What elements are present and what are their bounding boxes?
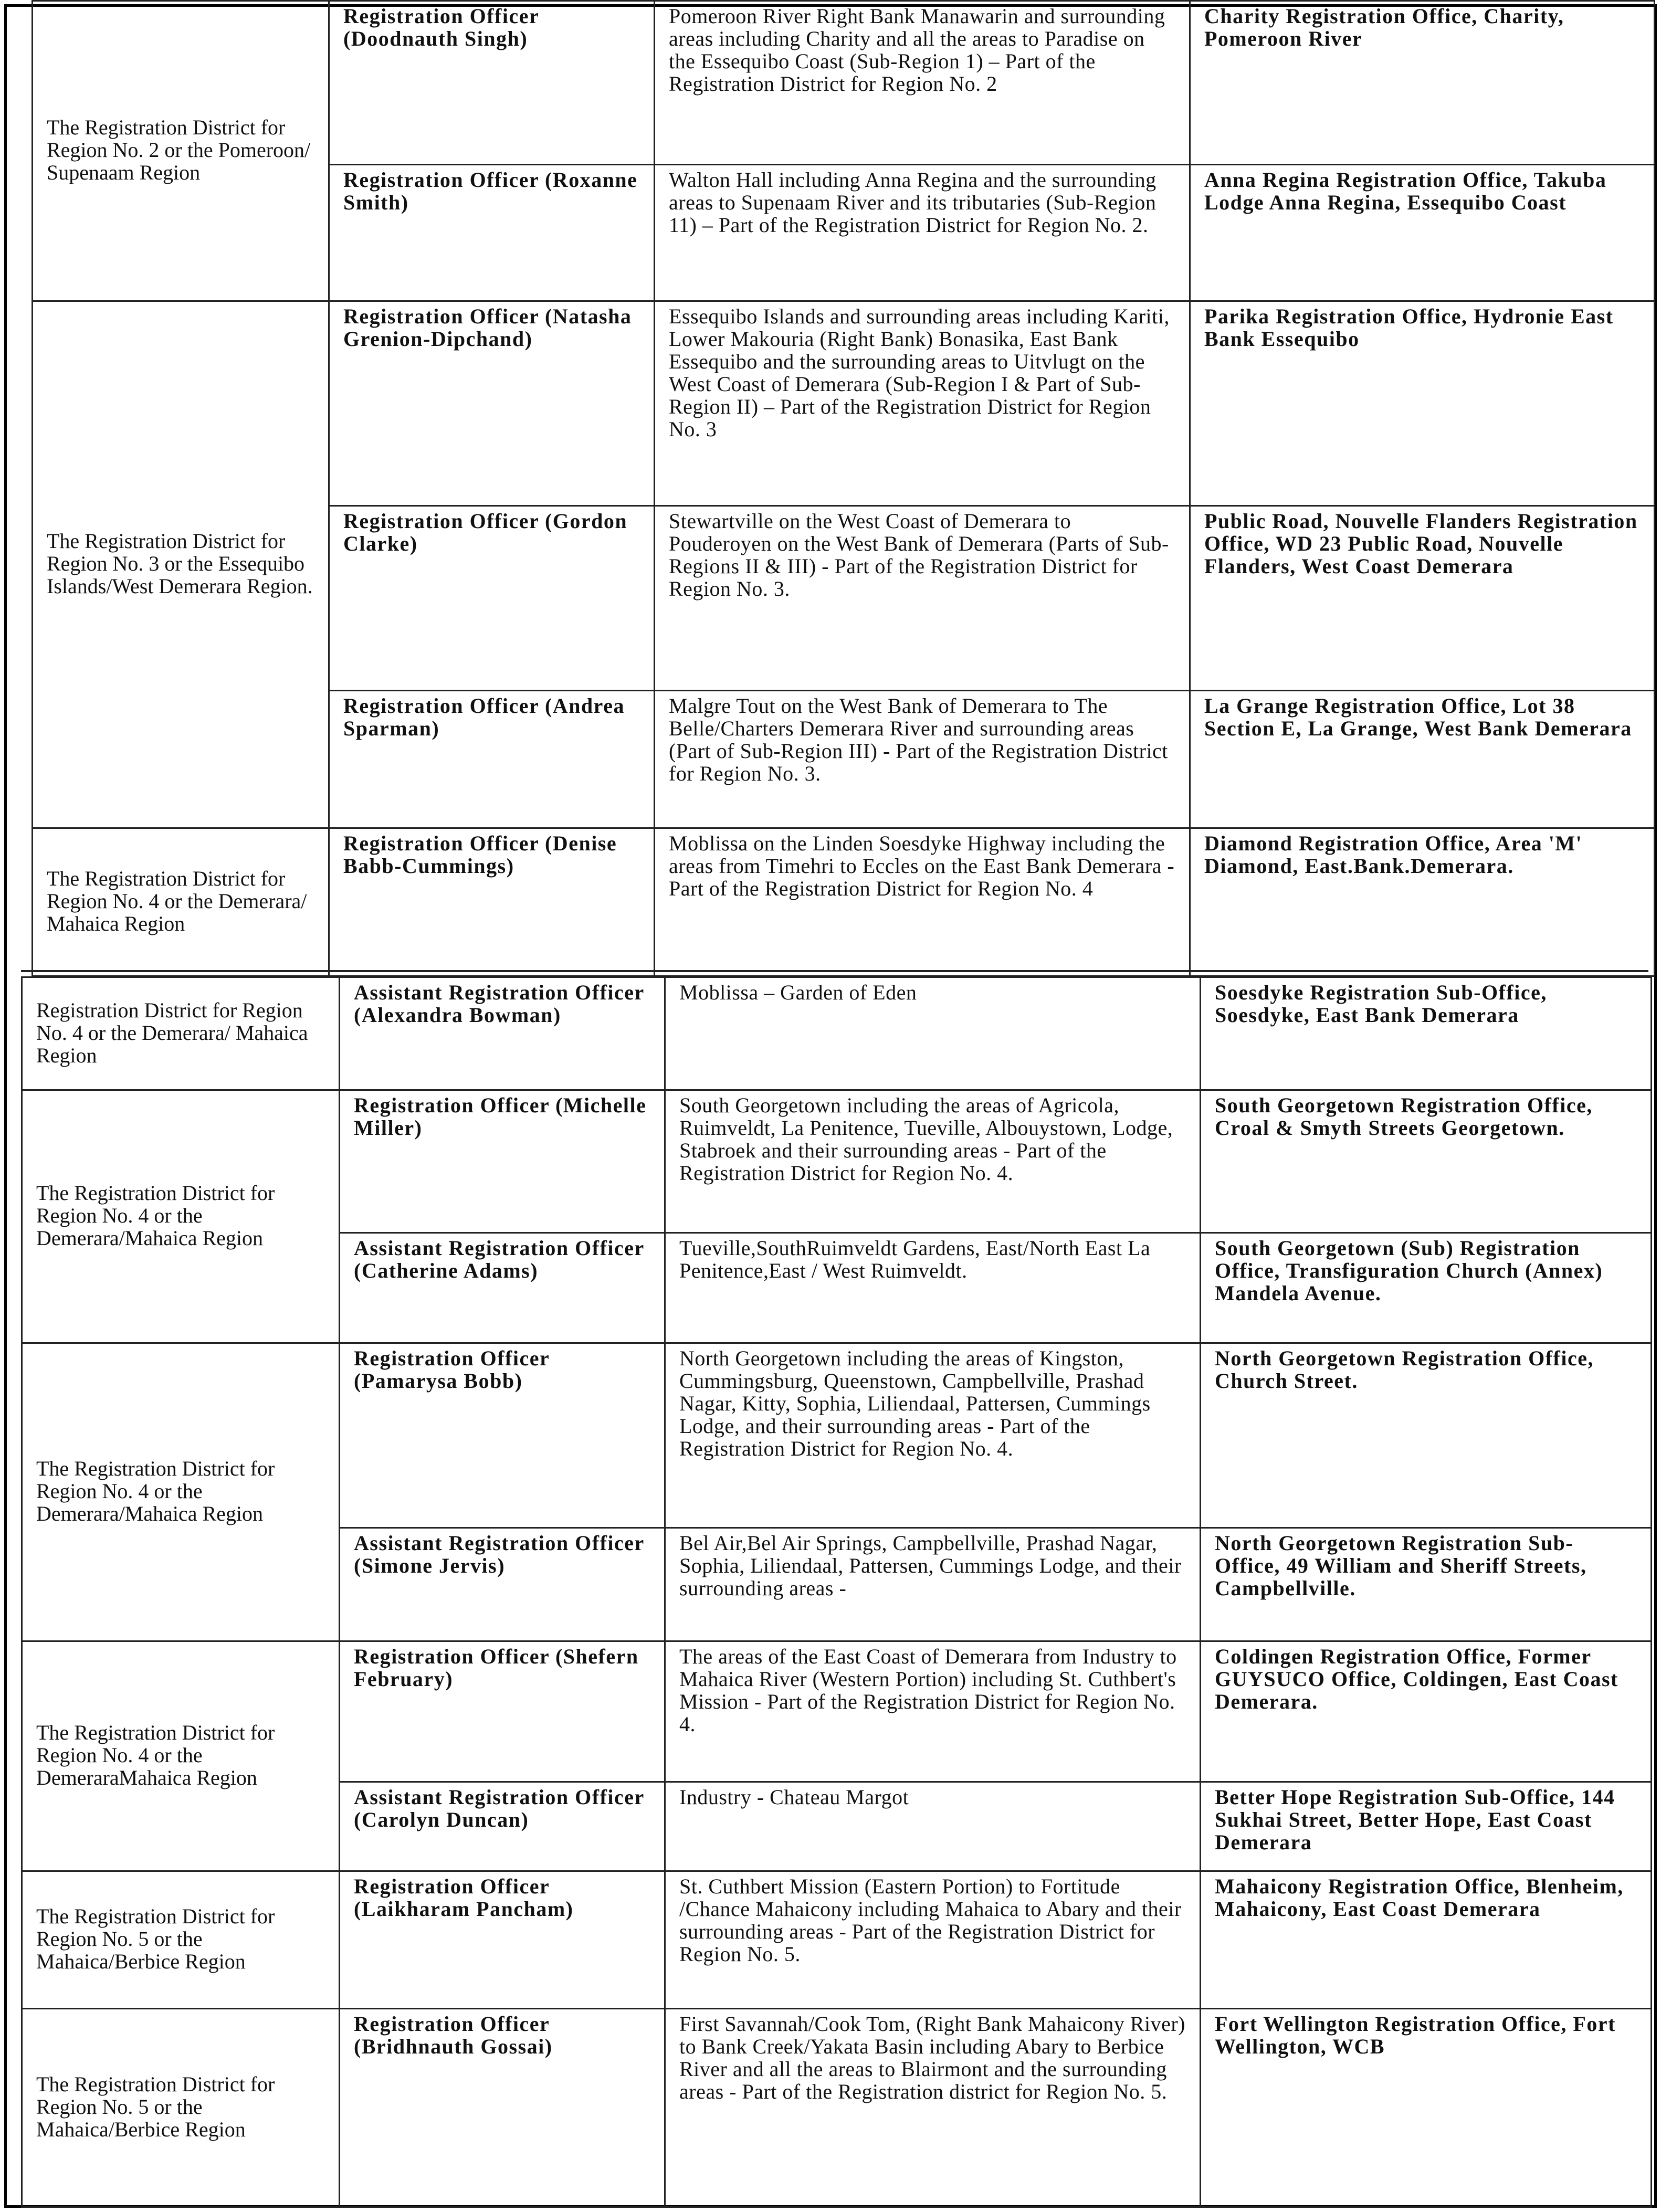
officer-cell: Registration Officer (Doodnauth Singh)	[329, 1, 655, 165]
officer-cell: Registration Officer (Andrea Sparman)	[329, 691, 655, 828]
office-cell: Anna Regina Registration Office, Takuba Lodge Anna Regina, Essequibo Coast	[1190, 165, 1655, 301]
table-row	[33, 1, 1655, 165]
district-cell: The Registration District for Region No. 3 or the Essequibo Islands/West Demerara Region.	[33, 301, 329, 828]
area-cell: First Savannah/Cook Tom, (Right Bank Mahaicony River) to Bank Creek/Yakata Basin including Abary to Berbice River and all the areas to Blairmont and the surrounding areas - Part of the Registration district for Region No. 5.	[665, 2009, 1201, 2207]
area-cell: Stewartville on the West Coast of Demerara to Pouderoyen on the West Bank of Demerara (Parts of Sub-Regions II & III) - Part of the Registration District for Region No. 3.	[655, 506, 1190, 691]
officer-cell: Registration Officer (Roxanne Smith)	[329, 165, 655, 301]
officer-cell: Assistant Registration Officer (Simone Jervis)	[340, 1528, 665, 1641]
office-cell: Soesdyke Registration Sub-Office, Soesdyke, East Bank Demerara	[1201, 977, 1652, 1090]
area-cell: St. Cuthbert Mission (Eastern Portion) to Fortitude /Chance Mahaicony including Mahaica to Abary and their surrounding areas - Part of the Registration District for Region No. 5.	[665, 1871, 1201, 2009]
officer-cell: Registration Officer (Michelle Miller)	[340, 1090, 665, 1233]
office-cell: South Georgetown (Sub) Registration Office, Transfiguration Church (Annex) Mandela Avenue.	[1201, 1233, 1652, 1343]
officer-cell: Assistant Registration Officer (Carolyn Duncan)	[340, 1782, 665, 1871]
office-cell: Public Road, Nouvelle Flanders Registration Office, WD 23 Public Road, Nouvelle Flanders, West Coast Demerara	[1190, 506, 1655, 691]
area-cell: The areas of the East Coast of Demerara from Industry to Mahaica River (Western Portion) including St. Cuthbert's Mission - Part of the Registration District for Region No. 4.	[665, 1641, 1201, 1782]
office-cell: La Grange Registration Office, Lot 38 Section E, La Grange, West Bank Demerara	[1190, 691, 1655, 828]
district-cell: The Registration District for Region No. 4 or the Demerara/Mahaica Region	[22, 1343, 340, 1641]
area-cell: South Georgetown including the areas of Agricola, Ruimveldt, La Penitence, Tueville, Albouystown, Lodge, Stabroek and their surrounding areas - Part of the Registration District for Region No. 4.	[665, 1090, 1201, 1233]
area-cell: North Georgetown including the areas of Kingston, Cummingsburg, Queenstown, Campbellville, Prashad Nagar, Kitty, Sophia, Liliendaal, Pattersen, Cummings Lodge, and their surrounding areas - Part of the Registration District for Region No. 4.	[665, 1343, 1201, 1528]
officer-cell: Assistant Registration Officer (Catherine Adams)	[340, 1233, 665, 1343]
table-separator	[21, 970, 1648, 972]
area-cell: Bel Air,Bel Air Springs, Campbellville, Prashad Nagar, Sophia, Liliendaal, Pattersen, Cummings Lodge, and their surrounding areas -	[665, 1528, 1201, 1641]
district-cell: The Registration District for Region No. 4 or the DemeraraMahaica Region	[22, 1641, 340, 1871]
table-row	[22, 1641, 1652, 1782]
officer-cell: Registration Officer (Bridhnauth Gossai)	[340, 2009, 665, 2207]
office-cell: Parika Registration Office, Hydronie East Bank Essequibo	[1190, 301, 1655, 506]
district-cell: The Registration District for Region No. 5 or the Mahaica/Berbice Region	[22, 1871, 340, 2009]
office-cell: Charity Registration Office, Charity, Pomeroon River	[1190, 1, 1655, 165]
table-row	[22, 1871, 1652, 2009]
table-row	[33, 301, 1655, 506]
officer-cell: Registration Officer (Gordon Clarke)	[329, 506, 655, 691]
district-cell: The Registration District for Region No. 4 or the Demerara/Mahaica Region	[22, 1090, 340, 1343]
table-row	[22, 977, 1652, 1090]
district-cell: The Registration District for Region No. 5 or the Mahaica/Berbice Region	[22, 2009, 340, 2207]
area-cell: Pomeroon River Right Bank Manawarin and surrounding areas including Charity and all the areas to Paradise on the Essequibo Coast (Sub-Region 1) – Part of the Registration District for Region No. 2	[655, 1, 1190, 165]
registration-table-bottom	[21, 976, 1652, 2208]
district-cell: The Registration District for Region No. 2 or the Pomeroon/ Supenaam Region	[33, 1, 329, 301]
office-cell: North Georgetown Registration Office, Church Street.	[1201, 1343, 1652, 1528]
table-row	[22, 1090, 1652, 1233]
office-cell: Coldingen Registration Office, Former GUYSUCO Office, Coldingen, East Coast Demerara.	[1201, 1641, 1652, 1782]
officer-cell: Assistant Registration Officer (Alexandra Bowman)	[340, 977, 665, 1090]
area-cell: Moblissa – Garden of Eden	[665, 977, 1201, 1090]
officer-cell: Registration Officer (Pamarysa Bobb)	[340, 1343, 665, 1528]
area-cell: Walton Hall including Anna Regina and the surrounding areas to Supenaam River and its tributaries (Sub-Region 11) – Part of the Registration District for Region No. 2.	[655, 165, 1190, 301]
officer-cell: Registration Officer (Denise Babb-Cummings)	[329, 828, 655, 976]
area-cell: Tueville,SouthRuimveldt Gardens, East/North East La Penitence,East / West Ruimveldt.	[665, 1233, 1201, 1343]
area-cell: Essequibo Islands and surrounding areas including Kariti, Lower Makouria (Right Bank) Bonasika, East Bank Essequibo and the surrounding areas to Uitvlugt on the West Coast of Demerara (Sub-Region I & Part of Sub-Region II) – Part of the Registration District for Region No. 3	[655, 301, 1190, 506]
officer-cell: Registration Officer (Natasha Grenion-Dipchand)	[329, 301, 655, 506]
table-row	[22, 1343, 1652, 1528]
office-cell: North Georgetown Registration Sub-Office, 49 William and Sheriff Streets, Campbellville.	[1201, 1528, 1652, 1641]
officer-cell: Registration Officer (Laikharam Pancham)	[340, 1871, 665, 2009]
table-bottom-body	[22, 977, 1652, 2207]
officer-cell: Registration Officer (Shefern February)	[340, 1641, 665, 1782]
office-cell: South Georgetown Registration Office, Croal & Smyth Streets Georgetown.	[1201, 1090, 1652, 1233]
area-cell: Malgre Tout on the West Bank of Demerara to The Belle/Charters Demerara River and surrounding areas (Part of Sub-Region III) - Part of the Registration District for Region No. 3.	[655, 691, 1190, 828]
table-row	[33, 828, 1655, 976]
area-cell: Industry - Chateau Margot	[665, 1782, 1201, 1871]
office-cell: Mahaicony Registration Office, Blenheim, Mahaicony, East Coast Demerara	[1201, 1871, 1652, 2009]
district-cell: The Registration District for Region No. 4 or the Demerara/ Mahaica Region	[33, 828, 329, 976]
district-cell: Registration District for Region No. 4 or the Demerara/ Mahaica Region	[22, 977, 340, 1090]
area-cell: Moblissa on the Linden Soesdyke Highway including the areas from Timehri to Eccles on the East Bank Demerara - Part of the Registration District for Region No. 4	[655, 828, 1190, 976]
office-cell: Diamond Registration Office, Area 'M' Diamond, East.Bank.Demerara.	[1190, 828, 1655, 976]
office-cell: Better Hope Registration Sub-Office, 144 Sukhai Street, Better Hope, East Coast Demerara	[1201, 1782, 1652, 1871]
registration-table-top	[31, 0, 1655, 977]
table-row	[22, 2009, 1652, 2207]
office-cell: Fort Wellington Registration Office, Fort Wellington, WCB	[1201, 2009, 1652, 2207]
table-top-body	[33, 1, 1655, 976]
